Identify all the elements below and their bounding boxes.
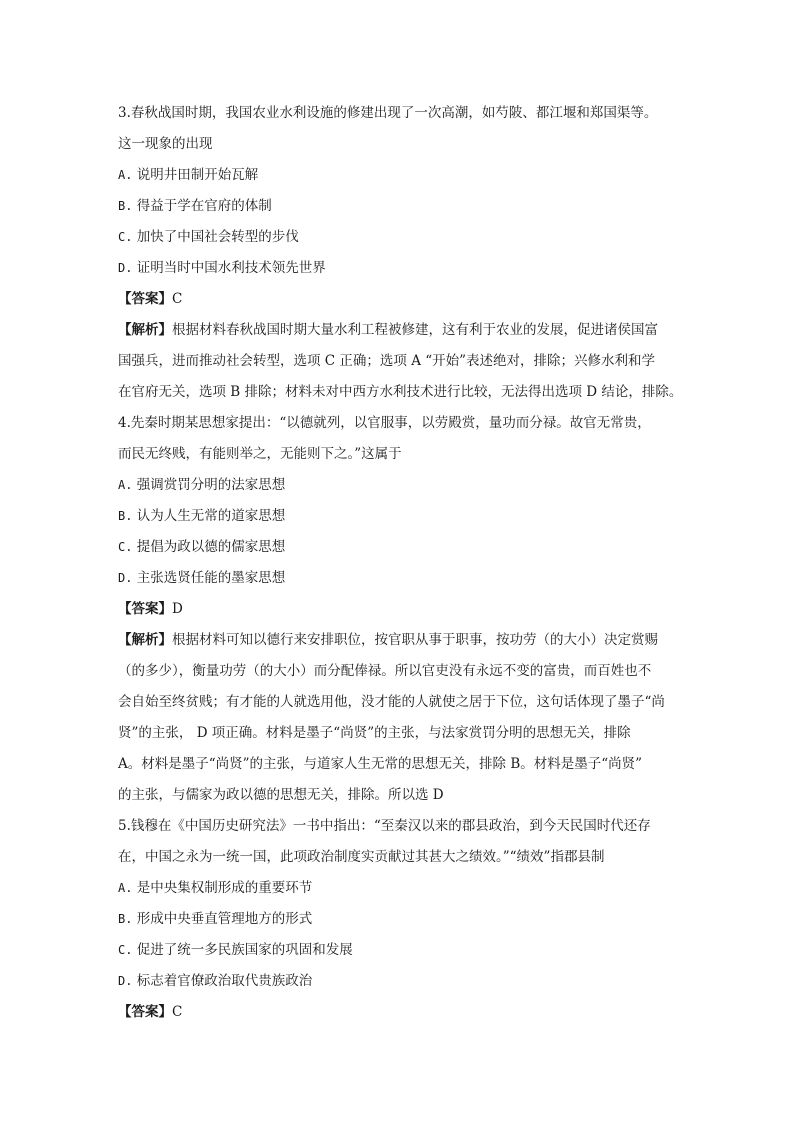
option-letter: A. (118, 478, 133, 492)
option-letter: D. (118, 571, 133, 585)
question-3 (118, 98, 683, 408)
answer-line (118, 284, 678, 315)
option-b (118, 501, 678, 532)
option-c (118, 222, 678, 253)
explanation-line: 的主张，与儒家为政以德的思想无关，排除。所以选 D (118, 787, 444, 803)
option-d (118, 966, 678, 997)
answer-line (118, 997, 678, 1028)
explanation-label: 【解析】 (118, 322, 172, 338)
option-d (118, 563, 678, 594)
option-b (118, 191, 678, 222)
option-text: 提倡为政以德的儒家思想 (136, 539, 286, 555)
answer-label: 【答案】 (118, 1004, 172, 1020)
question-stem-line: 5.钱穆在《中国历史研究法》一书中指出：“至秦汉以来的郡县政治，到今天民国时代还存 (118, 818, 651, 834)
explanation-line (118, 315, 678, 346)
option-c (118, 532, 678, 563)
explanation-line: （的多少），衡量功劳（的大小）而分配俸禄。所以官吏没有永远不变的富贵，而百姓也不 (118, 663, 652, 679)
option-text: 证明当时中国水利技术领先世界 (136, 260, 326, 276)
option-a (118, 470, 678, 501)
option-letter: C. (118, 230, 133, 244)
option-letter: C. (118, 943, 133, 957)
option-a (118, 160, 678, 191)
option-letter: B. (118, 509, 133, 523)
option-letter: D. (118, 974, 133, 988)
question-stem-line: 而民无终贱，有能则举之，无能则下之。”这属于 (118, 446, 402, 462)
explanation-text: 根据材料可知以德行来安排职位，按官职从事于职事，按功劳（的大小）决定赏赐 (172, 632, 658, 648)
document-page (118, 98, 683, 1028)
option-letter: B. (118, 199, 133, 213)
answer-label: 【答案】 (118, 601, 172, 617)
option-a (118, 873, 678, 904)
question-stem-line: 在，中国之永为一统一国，此项政治制度实贡献过其甚大之绩效。”“绩效”指郡县制 (118, 849, 605, 865)
question-stem-line: 4.先秦时期某思想家提出：“以德就列，以官服事，以劳殿赏，量功而分禄。故官无常贵， (118, 415, 651, 431)
option-letter: A. (118, 881, 133, 895)
explanation-line: 贤”的主张， D 项正确。材料是墨子“尚贤”的主张，与法家赏罚分明的思想无关，排除 (118, 725, 631, 741)
question-stem-line: 这一现象的出现 (118, 136, 213, 152)
answer-value: C (172, 1004, 183, 1020)
option-text: 加快了中国社会转型的步伐 (136, 229, 299, 245)
option-text: 强调赏罚分明的法家思想 (136, 477, 286, 493)
explanation-line: A。材料是墨子“尚贤”的主张，与道家人生无常的思想无关，排除 B。材料是墨子“尚贤” (118, 756, 643, 772)
explanation-line (118, 625, 678, 656)
explanation-label: 【解析】 (118, 632, 172, 648)
answer-label: 【答案】 (118, 291, 172, 307)
option-b (118, 904, 678, 935)
option-d (118, 253, 678, 284)
option-text: 标志着官僚政治取代贵族政治 (136, 973, 313, 989)
option-text: 说明井田制开始瓦解 (136, 167, 259, 183)
option-text: 是中央集权制形成的重要环节 (136, 880, 313, 896)
explanation-line: 在官府无关，选项 B 排除；材料未对中西方水利技术进行比较，无法得出选项 D 结论，排除。 (118, 384, 683, 400)
explanation-text: 根据材料春秋战国时期大量水利工程被修建，这有利于农业的发展，促进诸侯国富 (172, 322, 658, 338)
option-letter: C. (118, 540, 133, 554)
option-letter: D. (118, 261, 133, 275)
option-text: 形成中央垂直管理地方的形式 (136, 911, 313, 927)
option-text: 认为人生无常的道家思想 (136, 508, 286, 524)
question-stem-line: 3.春秋战国时期，我国农业水利设施的修建出现了一次高潮，如芍陂、都江堰和郑国渠等。 (118, 105, 658, 121)
explanation-line: 国强兵，进而推动社会转型，选项 C 正确；选项 A “开始”表述绝对，排除；兴修水利和学 (118, 353, 656, 369)
explanation-line: 会自始至终贫贱；有才能的人就选用他，没才能的人就使之居于下位，这句话体现了墨子“尚 (118, 694, 665, 710)
question-5 (118, 811, 678, 1028)
option-letter: A. (118, 168, 133, 182)
option-letter: B. (118, 912, 133, 926)
answer-line (118, 594, 678, 625)
option-text: 主张选贤任能的墨家思想 (136, 570, 286, 586)
option-text: 得益于学在官府的体制 (136, 198, 272, 214)
option-c (118, 935, 678, 966)
option-text: 促进了统一多民族国家的巩固和发展 (136, 942, 353, 958)
answer-value: C (172, 291, 183, 307)
answer-value: D (172, 601, 183, 617)
question-4 (118, 408, 678, 811)
